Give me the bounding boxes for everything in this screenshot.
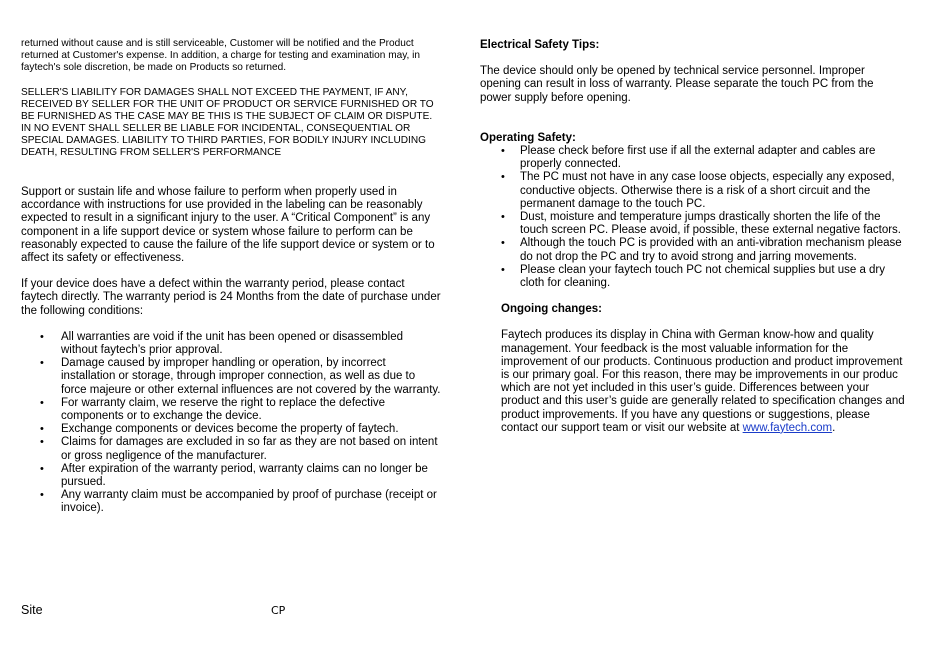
list-item: • The PC must not have in any case loose objects, especially any exposed, conductive objects. Otherwise there is a risk of a short circuit and the permanent damage to the touch PC. — [501, 171, 895, 210]
list-item: • Exchange components or devices become the property of faytech. — [40, 423, 399, 436]
list-item: • Please clean your faytech touch PC not chemical supplies but use a dry cloth for cleaning. — [501, 263, 886, 290]
bullet-icon: • — [40, 396, 44, 409]
life-support-paragraph: Support or sustain life and whose failure to perform when properly used in accordance with instructions for use provided in the labeling can be reasonably expected to result in a significant injury to the user. A “Critical Component” is any component in a life support device or system whose failure to perform can be reasonably expected to cause the failure of the life support device or system or to affect its safety or effectiveness. — [21, 186, 435, 265]
bullet-icon: • — [40, 330, 44, 343]
warranty-conditions-list — [21, 331, 441, 516]
bullet-icon: • — [501, 171, 505, 184]
bullet-icon: • — [501, 263, 505, 276]
ongoing-changes-text: Faytech produces its display in China with German know-how and quality management. Your feedback is the most valuable information for the improvement of our products. Continuous production and product improvement is our primary goal. For this reason, there may be improvements in our produc which are not yet included in this user’s guide. Differences between your product and this user’s guide are generally related to specification changes and product improvements. If you have any questions or suggestions, please contact our support team or visit our website at www.faytech.com. — [501, 329, 905, 434]
warranty-intro-paragraph: If your device does have a defect within the warranty period, please contact faytech directly. The warranty period is 24 Months from the date of purchase under the following conditions: — [21, 278, 441, 317]
list-item: • Any warranty claim must be accompanied by proof of purchase (receipt or invoice). — [40, 489, 437, 515]
list-item: • Claims for damages are excluded in so far as they are not based on intent or gross negligence of the manufacturer. — [40, 436, 438, 462]
bullet-icon: • — [40, 357, 44, 370]
list-item: • All warranties are void if the unit has been opened or disassembled without faytech’s prior approval. — [40, 330, 404, 357]
list-item: • After expiration of the warranty period, warranty claims can no longer be pursued. — [40, 462, 428, 489]
electrical-safety-text: The device should only be opened by technical service personnel. Improper opening can result in loss of warranty. Please separate the touch PC from the power supply before opening. — [480, 65, 874, 104]
ongoing-changes-section — [480, 303, 905, 435]
ongoing-changes-heading: Ongoing changes: — [501, 303, 602, 316]
bullet-icon: • — [40, 489, 44, 502]
list-item: • For warranty claim, we reserve the right to replace the defective components or to exchange the device. — [40, 396, 386, 423]
footer-cp-label: CP — [271, 604, 286, 617]
bullet-icon: • — [40, 462, 44, 475]
list-item: • Damage caused by improper handling or operation, by incorrect installation or storage, through improper connection, as well as due to force majeure or other external influences are not covered by the warranty. — [40, 357, 441, 396]
list-item: • Please check before first use if all the external adapter and cables are properly connected. — [501, 145, 876, 171]
right-column — [480, 39, 905, 435]
bullet-icon: • — [40, 436, 44, 449]
footer-site-label: Site — [21, 603, 43, 617]
list-item: • Although the touch PC is provided with an anti-vibration mechanism please do not drop the PC and try to avoid strong and jarring movements. — [501, 237, 902, 263]
liability-paragraph: SELLER'S LIABILITY FOR DAMAGES SHALL NOT EXCEED THE PAYMENT, IF ANY, RECEIVED BY SELLER FOR THE UNIT OF PRODUCT OR SERVICE FURNISHED OR TO BE FURNISHED AS THE CASE MAY BE THIS IS THE SUBJECT OF CLAIM OR DISPUTE. IN NO EVENT SHALL SELLER BE LIABLE FOR INCIDENTAL, CONSEQUENTIAL OR SPECIAL DAMAGES. LIABILITY TO THIRD PARTIES, FOR BODILY INJURY INCLUDING DEATH, RESULTING FROM SELLER'S PERFORMANCE — [21, 87, 434, 158]
bullet-icon: • — [40, 423, 44, 436]
left-column — [21, 38, 441, 516]
bullet-icon: • — [501, 145, 505, 158]
operating-safety-list — [480, 145, 905, 290]
bullet-icon: • — [501, 237, 505, 250]
returns-paragraph: returned without cause and is still serviceable, Customer will be notified and the Product returned at Customer's expense. In addition, a charge for testing and examination may, in faytech's sole discretion, be made on Products so returned. — [21, 38, 420, 73]
list-item: • Dust, moisture and temperature jumps drastically shorten the life of the touch screen PC. Please avoid, if possible, these external negative factors. — [501, 211, 901, 237]
electrical-safety-heading: Electrical Safety Tips: — [480, 39, 600, 51]
bullet-icon: • — [501, 211, 505, 224]
website-link[interactable]: www.faytech.com — [742, 421, 833, 434]
operating-safety-heading: Operating Safety: — [480, 131, 576, 144]
